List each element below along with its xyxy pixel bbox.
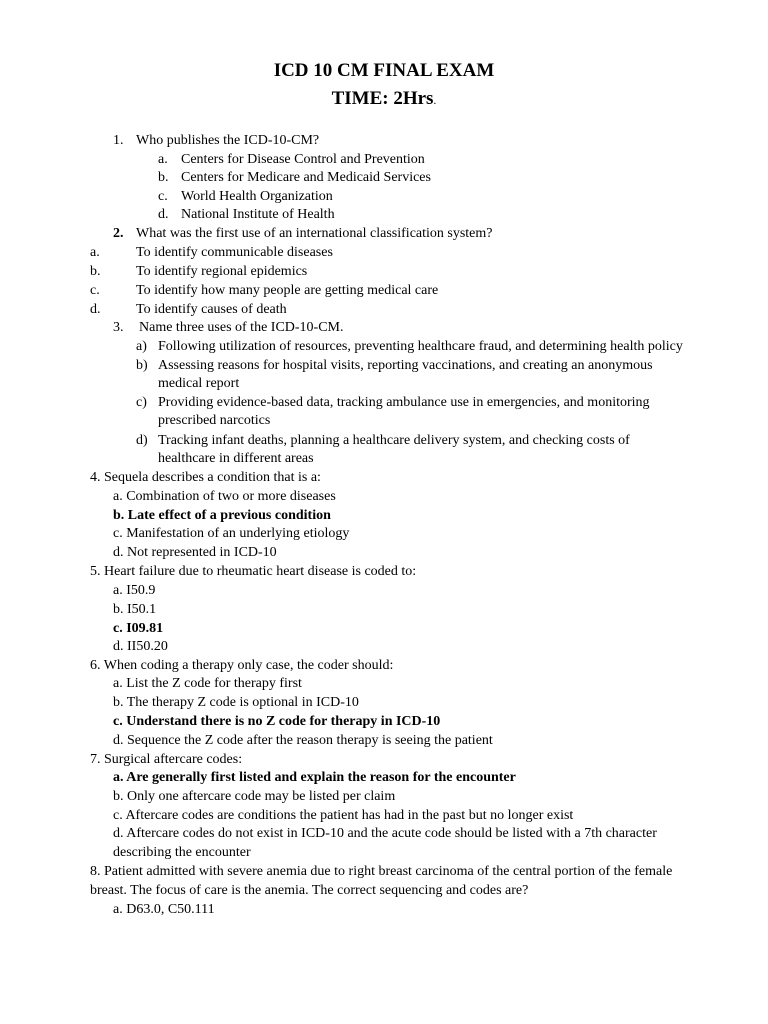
q2-option-d-letter: d. — [90, 302, 101, 317]
q3-number: 3. — [113, 320, 124, 335]
q1-option-c: World Health Organization — [181, 189, 333, 204]
q1-option-b: Centers for Medicare and Medicaid Services — [181, 170, 431, 185]
q1-option-b-letter: b. — [158, 170, 169, 185]
q6-text: 6. When coding a therapy only case, the coder should: — [90, 658, 394, 673]
q2-text: What was the first use of an international classification system? — [136, 226, 493, 241]
q2-option-a-letter: a. — [90, 245, 100, 260]
q3-option-d-line2: healthcare in different areas — [158, 451, 314, 466]
q3-text: Name three uses of the ICD-10-CM. — [139, 320, 344, 335]
q3-option-b-letter: b) — [136, 358, 148, 373]
q5-option-d: d. II50.20 — [113, 639, 168, 654]
exam-time — [0, 88, 768, 110]
q2-option-b-letter: b. — [90, 264, 101, 279]
q2-number: 2. — [113, 226, 124, 241]
q8-text-line1: 8. Patient admitted with severe anemia due to right breast carcinoma of the central portion of the female — [90, 864, 673, 879]
q6-option-c-answer: c. Understand there is no Z code for therapy in ICD-10 — [113, 714, 441, 729]
q4-option-d: d. Not represented in ICD-10 — [113, 545, 277, 560]
q5-option-c-answer: c. I09.81 — [113, 621, 164, 636]
q7-option-d-line2: describing the encounter — [113, 845, 251, 860]
q5-text: 5. Heart failure due to rheumatic heart disease is coded to: — [90, 564, 417, 579]
q6-option-a: a. List the Z code for therapy first — [113, 676, 302, 691]
q4-option-b-answer: b. Late effect of a previous condition — [113, 508, 331, 523]
q6-option-b: b. The therapy Z code is optional in ICD-10 — [113, 695, 359, 710]
q4-option-a: a. Combination of two or more diseases — [113, 489, 336, 504]
q6-option-d: d. Sequence the Z code after the reason therapy is seeing the patient — [113, 733, 493, 748]
q4-option-c: c. Manifestation of an underlying etiology — [113, 526, 350, 541]
q5-option-b: b. I50.1 — [113, 602, 157, 617]
q3-option-b-line1: Assessing reasons for hospital visits, reporting vaccinations, and creating an anonymous — [158, 358, 653, 373]
q3-option-a-letter: a) — [136, 339, 147, 354]
q2-option-c-letter: c. — [90, 283, 100, 298]
q2-option-c: To identify how many people are getting medical care — [136, 283, 439, 298]
q3-option-d-letter: d) — [136, 433, 148, 448]
q2-option-a: To identify communicable diseases — [136, 245, 333, 260]
q7-text: 7. Surgical aftercare codes: — [90, 752, 243, 767]
q3-option-a: Following utilization of resources, preventing healthcare fraud, and determining health policy — [158, 339, 683, 354]
q2-option-d: To identify causes of death — [136, 302, 287, 317]
q7-option-b: b. Only one aftercare code may be listed per claim — [113, 789, 396, 804]
time-dot: . — [433, 93, 437, 107]
q7-option-d-line1: d. Aftercare codes do not exist in ICD-10 and the acute code should be listed with a 7th character — [113, 826, 657, 841]
q8-option-a: a. D63.0, C50.111 — [113, 902, 215, 917]
exam-title: ICD 10 CM FINAL EXAM — [273, 60, 495, 81]
q3-option-b-line2: medical report — [158, 376, 240, 391]
q5-option-a: a. I50.9 — [113, 583, 156, 598]
q7-option-c: c. Aftercare codes are conditions the patient has had in the past but no longer exist — [113, 808, 574, 823]
q1-number: 1. — [113, 133, 124, 148]
q3-option-c-line2: prescribed narcotics — [158, 413, 271, 428]
q1-option-c-letter: c. — [158, 189, 168, 204]
q1-option-d: National Institute of Health — [181, 207, 335, 222]
q3-option-c-letter: c) — [136, 395, 147, 410]
q4-text: 4. Sequela describes a condition that is a: — [90, 470, 321, 485]
q3-option-d-line1: Tracking infant deaths, planning a healthcare delivery system, and checking costs of — [158, 433, 630, 448]
time-label: TIME: 2Hrs — [331, 88, 434, 109]
q7-option-a-answer: a. Are generally first listed and explain the reason for the encounter — [113, 770, 516, 785]
q1-option-d-letter: d. — [158, 207, 169, 222]
q1-option-a-letter: a. — [158, 152, 168, 167]
q3-option-c-line1: Providing evidence-based data, tracking ambulance use in emergencies, and monitoring — [158, 395, 650, 410]
q1-option-a: Centers for Disease Control and Prevention — [181, 152, 425, 167]
q1-text: Who publishes the ICD-10-CM? — [136, 133, 320, 148]
q8-text-line2: breast. The focus of care is the anemia. The correct sequencing and codes are? — [90, 883, 529, 898]
q2-option-b: To identify regional epidemics — [136, 264, 308, 279]
